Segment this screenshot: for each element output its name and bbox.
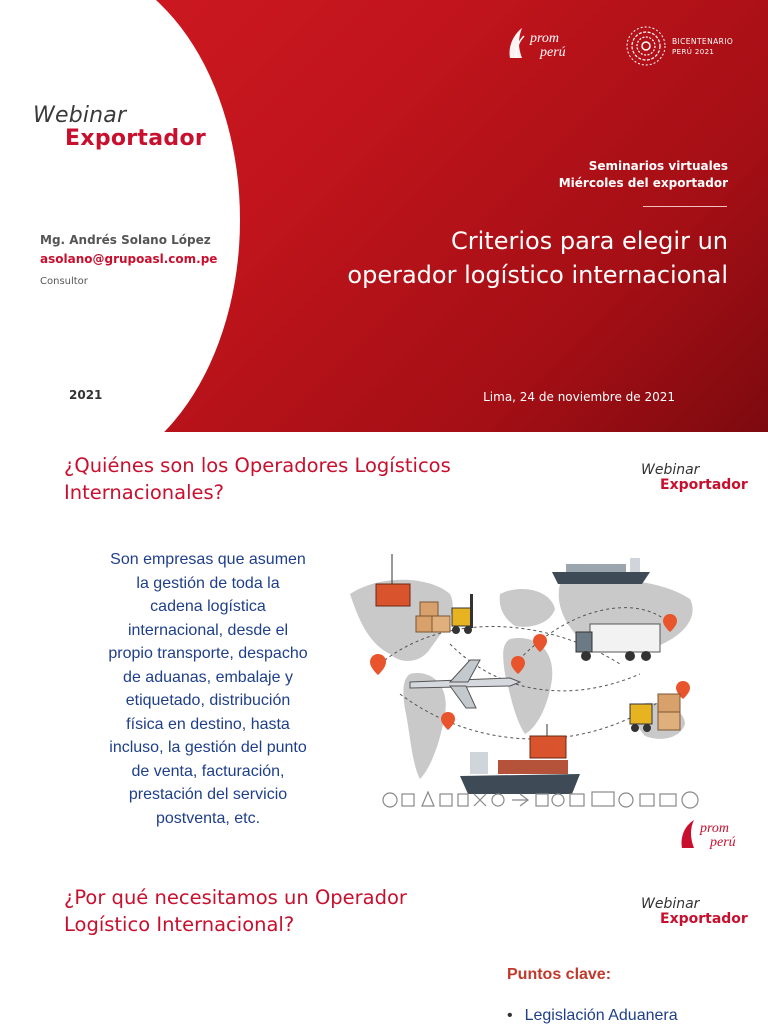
brand-webinar: Webinar	[33, 103, 127, 128]
slide-heading: ¿Por qué necesitamos un Operador Logístico Internacional?	[64, 886, 407, 936]
webinar-logo-text: Webinar	[641, 896, 700, 912]
content-slide-who	[0, 432, 768, 864]
slide-year: 2021	[69, 388, 103, 402]
author-email: asolano@grupoasl.com.pe	[40, 252, 218, 266]
slide-title-line-1: Criterios para elegir un	[451, 227, 728, 255]
exportador-logo-text: Exportador	[660, 911, 748, 927]
white-curve-panel	[0, 0, 240, 432]
bicentenario-year-text: PERÚ 2021	[672, 48, 715, 56]
seminar-line-1: Seminarios virtuales	[588, 159, 728, 173]
webinar-logo-text: Webinar	[641, 462, 700, 478]
body-paragraph	[78, 548, 338, 830]
title-slide	[0, 0, 768, 432]
body-line: etiquetado, distribución	[125, 692, 291, 709]
body-line: cadena logística	[150, 598, 266, 615]
body-line: incluso, la gestión del punto	[109, 739, 307, 756]
promperu-logo-small	[676, 816, 756, 852]
body-line: la gestión de toda la	[136, 574, 280, 592]
promperu-prom-text: prom	[530, 31, 560, 46]
promperu-peru-text: perú	[540, 45, 566, 60]
bullet-item	[507, 1007, 678, 1024]
slide-title	[347, 224, 728, 292]
promperu-peru-text: perú	[710, 835, 736, 850]
bicentenario-logo	[624, 24, 744, 68]
slide-title-line-2: operador logístico internacional	[347, 261, 728, 289]
world-map-shape	[350, 579, 693, 779]
body-line: propio transporte, despacho	[108, 645, 308, 662]
world-logistics-illustration	[340, 554, 720, 816]
promperu-prom-text: prom	[700, 821, 730, 836]
cargo-ship-top-icon	[552, 558, 650, 584]
slide-date: Lima, 24 de noviembre de 2021	[483, 390, 675, 404]
title-divider	[643, 206, 727, 207]
bicentenario-text: BICENTENARIO	[672, 37, 734, 46]
body-line: prestación del servicio	[128, 786, 288, 803]
author-role: Consultor	[40, 276, 88, 287]
content-slide-why	[0, 864, 768, 1024]
hanging-container-mid-icon	[530, 724, 566, 758]
bullet-text: Legislación Aduanera	[524, 1007, 678, 1024]
body-line: de venta, facturación,	[131, 762, 285, 780]
brand-exportador: Exportador	[65, 126, 207, 151]
seminar-subtitle	[559, 158, 728, 192]
logistics-icon-row	[383, 792, 698, 808]
exportador-logo-text: Exportador	[660, 477, 748, 493]
body-line: internacional, desde el	[127, 621, 289, 639]
bullet-dot-icon: •	[507, 1007, 513, 1024]
slide-heading: ¿Quiénes son los Operadores Logísticos Internacionales?	[64, 454, 451, 504]
body-line: Son empresas que asumen	[110, 551, 306, 568]
body-line: física en destino, hasta	[126, 715, 290, 733]
forklift-icon	[452, 594, 473, 634]
promperu-logo	[504, 24, 584, 64]
body-line: de aduanas, embalaje y	[123, 668, 293, 686]
author-name: Mg. Andrés Solano López	[40, 233, 211, 247]
seminar-line-2: Miércoles del exportador	[558, 176, 728, 190]
key-points-label: Puntos clave:	[507, 966, 612, 983]
body-line: postventa, etc.	[155, 809, 261, 827]
